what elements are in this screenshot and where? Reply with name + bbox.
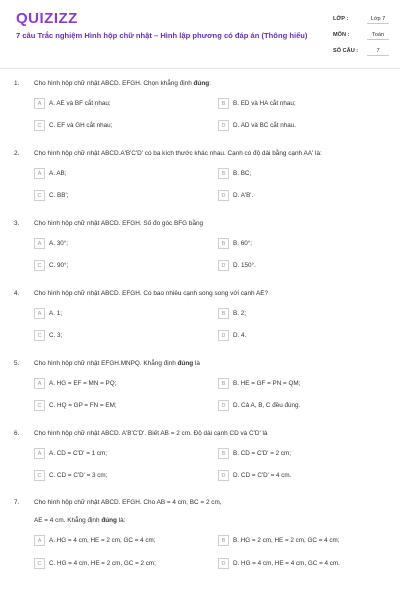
worksheet-header: [0, 0, 400, 62]
option-c[interactable]: [34, 260, 184, 271]
option-text: A. 30°;: [49, 240, 68, 247]
option-text: D. 150°.: [233, 262, 256, 269]
option-letter-box: D: [218, 260, 229, 271]
option-letter-box: D: [218, 558, 229, 569]
option-a[interactable]: [34, 98, 184, 109]
question-text-part: Cho hình hộp chữ nhật EFGH.MNPQ. Khẳng định: [34, 360, 178, 367]
option-d[interactable]: [218, 400, 368, 411]
option-d[interactable]: [218, 330, 368, 341]
option-text: C. HG = 4 cm, HE = 2 cm, GC = 2 cm;: [49, 560, 156, 567]
option-letter-box: C: [34, 120, 45, 131]
option-letter-box: B: [218, 168, 229, 179]
option-b[interactable]: [218, 238, 368, 249]
option-letter-box: A: [34, 448, 45, 459]
option-letter-box: A: [34, 535, 45, 546]
option-letter-box: B: [218, 448, 229, 459]
question-text: [34, 220, 384, 227]
question-text-part: :: [209, 80, 211, 87]
question-text-part: Cho hình hộp chữ nhật ABCD. EFGH. Chọn khẳng định: [34, 80, 194, 87]
option-text: A. HG = EF = MN = PQ;: [49, 380, 117, 387]
option-a[interactable]: [34, 448, 184, 459]
option-letter-box: A: [34, 168, 45, 179]
question-emphasis: đúng: [101, 517, 117, 524]
option-c[interactable]: [34, 330, 184, 341]
question-text: [34, 80, 384, 87]
meta-count-label: SỐ CÂU :: [333, 48, 359, 54]
option-letter-box: A: [34, 98, 45, 109]
option-text: D. 4.: [233, 332, 247, 339]
option-c[interactable]: [34, 558, 184, 569]
option-text: C. HQ = GP = FN = EM;: [49, 402, 117, 409]
quizizz-logo: QUIZIZZ: [16, 10, 78, 27]
option-text: B. CD = C'D' = 2 cm;: [233, 450, 292, 457]
question-emphasis: đúng: [193, 80, 210, 87]
option-b[interactable]: [218, 535, 368, 546]
meta-grade-value: Lớp 7: [367, 16, 389, 24]
question-number: 4.: [14, 290, 20, 297]
option-b[interactable]: [218, 98, 368, 109]
option-text: B. BC;: [233, 170, 252, 177]
question-text-part: Cho hình hộp chữ nhật ABCD. EFGH. Cho AB = 4 cm, BC = 2 cm,: [34, 499, 222, 506]
option-text: D. Cả A, B, C đều đúng.: [233, 402, 301, 409]
option-letter-box: C: [34, 400, 45, 411]
question-number: 6.: [14, 430, 20, 437]
question-text: [34, 499, 384, 506]
option-d[interactable]: [218, 190, 368, 201]
question-number: 7.: [14, 499, 20, 506]
option-letter-box: B: [218, 535, 229, 546]
option-text: A. 1;: [49, 310, 62, 317]
option-c[interactable]: [34, 190, 184, 201]
meta-count-value: 7: [367, 48, 389, 56]
meta-subject-label: MÔN :: [333, 32, 350, 38]
question-text-part: AE = 4 cm. Khẳng định: [34, 517, 102, 524]
option-letter-box: D: [218, 190, 229, 201]
option-text: A. AE và BF cắt nhau;: [49, 100, 111, 107]
option-letter-box: A: [34, 308, 45, 319]
option-text: B. 60°;: [233, 240, 252, 247]
option-text: A. HG = 4 cm, HE = 2 cm, GC = 4 cm;: [49, 537, 156, 544]
question-number: 5.: [14, 360, 20, 367]
option-letter-box: B: [218, 238, 229, 249]
option-c[interactable]: [34, 470, 184, 481]
option-text: C. CD = C'D' = 3 cm;: [49, 472, 108, 479]
question-text-part: là: [193, 360, 200, 367]
option-a[interactable]: [34, 168, 184, 179]
meta-subject-value: Toán: [367, 32, 389, 40]
header-divider: [0, 68, 400, 69]
option-c[interactable]: [34, 400, 184, 411]
option-text: D. CD = C'D' = 4 cm.: [233, 472, 292, 479]
option-text: C. BB';: [49, 192, 69, 199]
question-number: 3.: [14, 220, 20, 227]
option-b[interactable]: [218, 308, 368, 319]
option-letter-box: C: [34, 190, 45, 201]
option-a[interactable]: [34, 378, 184, 389]
question-emphasis: đúng: [177, 360, 194, 367]
question-text-part: Cho hình hộp chữ nhật ABCD.A'B'C'D' có ba kích thước khác nhau. Cạnh có độ dài bằng cạnh AA' là:: [34, 150, 322, 157]
option-text: B. HE = GF = PN = QM;: [233, 380, 301, 387]
option-letter-box: D: [218, 120, 229, 131]
option-letter-box: C: [34, 260, 45, 271]
option-text: C. 90°;: [49, 262, 69, 269]
meta-grade-label: LỚP :: [333, 16, 349, 22]
question-number: 2.: [14, 150, 20, 157]
option-letter-box: C: [34, 330, 45, 341]
option-letter-box: B: [218, 378, 229, 389]
option-a[interactable]: [34, 308, 184, 319]
option-text: D. AD và BC cắt nhau.: [233, 122, 296, 129]
option-letter-box: D: [218, 330, 229, 341]
option-text: C. EF và GH cắt nhau;: [49, 122, 113, 129]
question-text-part: Cho hình hộp chữ nhật ABCD. EFGH. Có bao nhiêu cạnh song song với cạnh AE?: [34, 290, 269, 297]
option-letter-box: D: [218, 400, 229, 411]
option-a[interactable]: [34, 535, 184, 546]
question-text-line2: [34, 517, 384, 524]
question-text: [34, 290, 384, 297]
option-text: B. ED và HA cắt nhau;: [233, 100, 296, 107]
option-letter-box: B: [218, 308, 229, 319]
option-letter-box: C: [34, 558, 45, 569]
question-text: [34, 150, 384, 157]
question-text: [34, 360, 384, 367]
option-letter-box: A: [34, 378, 45, 389]
worksheet-title: 7 câu Trắc nghiệm Hình hộp chữ nhật – Hình lập phương có đáp án (Thông hiểu): [16, 31, 308, 40]
option-text: B. 2;: [233, 310, 246, 317]
option-d[interactable]: [218, 558, 368, 569]
option-text: D. A'B'.: [233, 192, 254, 199]
option-b[interactable]: [218, 448, 368, 459]
option-a[interactable]: [34, 238, 184, 249]
question-text-part: Cho hình hộp chữ nhật ABCD. A'B'C'D'. Biết AB = 2 cm. Độ dài cạnh CD và C'D' là: [34, 430, 268, 437]
option-d[interactable]: [218, 260, 368, 271]
option-text: C. 3;: [49, 332, 63, 339]
question-text-part: Cho hình hộp chữ nhật ABCD. EFGH. Số đo góc BFG bằng: [34, 220, 204, 227]
question-number: 1.: [14, 80, 20, 87]
option-text: A. AB;: [49, 170, 67, 177]
option-b[interactable]: [218, 168, 368, 179]
question-text: [34, 430, 384, 437]
option-text: B. HG = 2 cm, HE = 2 cm, GC = 4 cm;: [233, 537, 340, 544]
option-letter-box: A: [34, 238, 45, 249]
option-d[interactable]: [218, 470, 368, 481]
option-b[interactable]: [218, 378, 368, 389]
question-text-part: là:: [116, 517, 126, 524]
option-letter-box: B: [218, 98, 229, 109]
option-letter-box: C: [34, 470, 45, 481]
option-letter-box: D: [218, 470, 229, 481]
option-text: D. HG = 4 cm, HE = 4 cm, GC = 4 cm.: [233, 560, 340, 567]
option-text: A. CD = C'D' = 1 cm;: [49, 450, 108, 457]
option-c[interactable]: [34, 120, 184, 131]
option-d[interactable]: [218, 120, 368, 131]
